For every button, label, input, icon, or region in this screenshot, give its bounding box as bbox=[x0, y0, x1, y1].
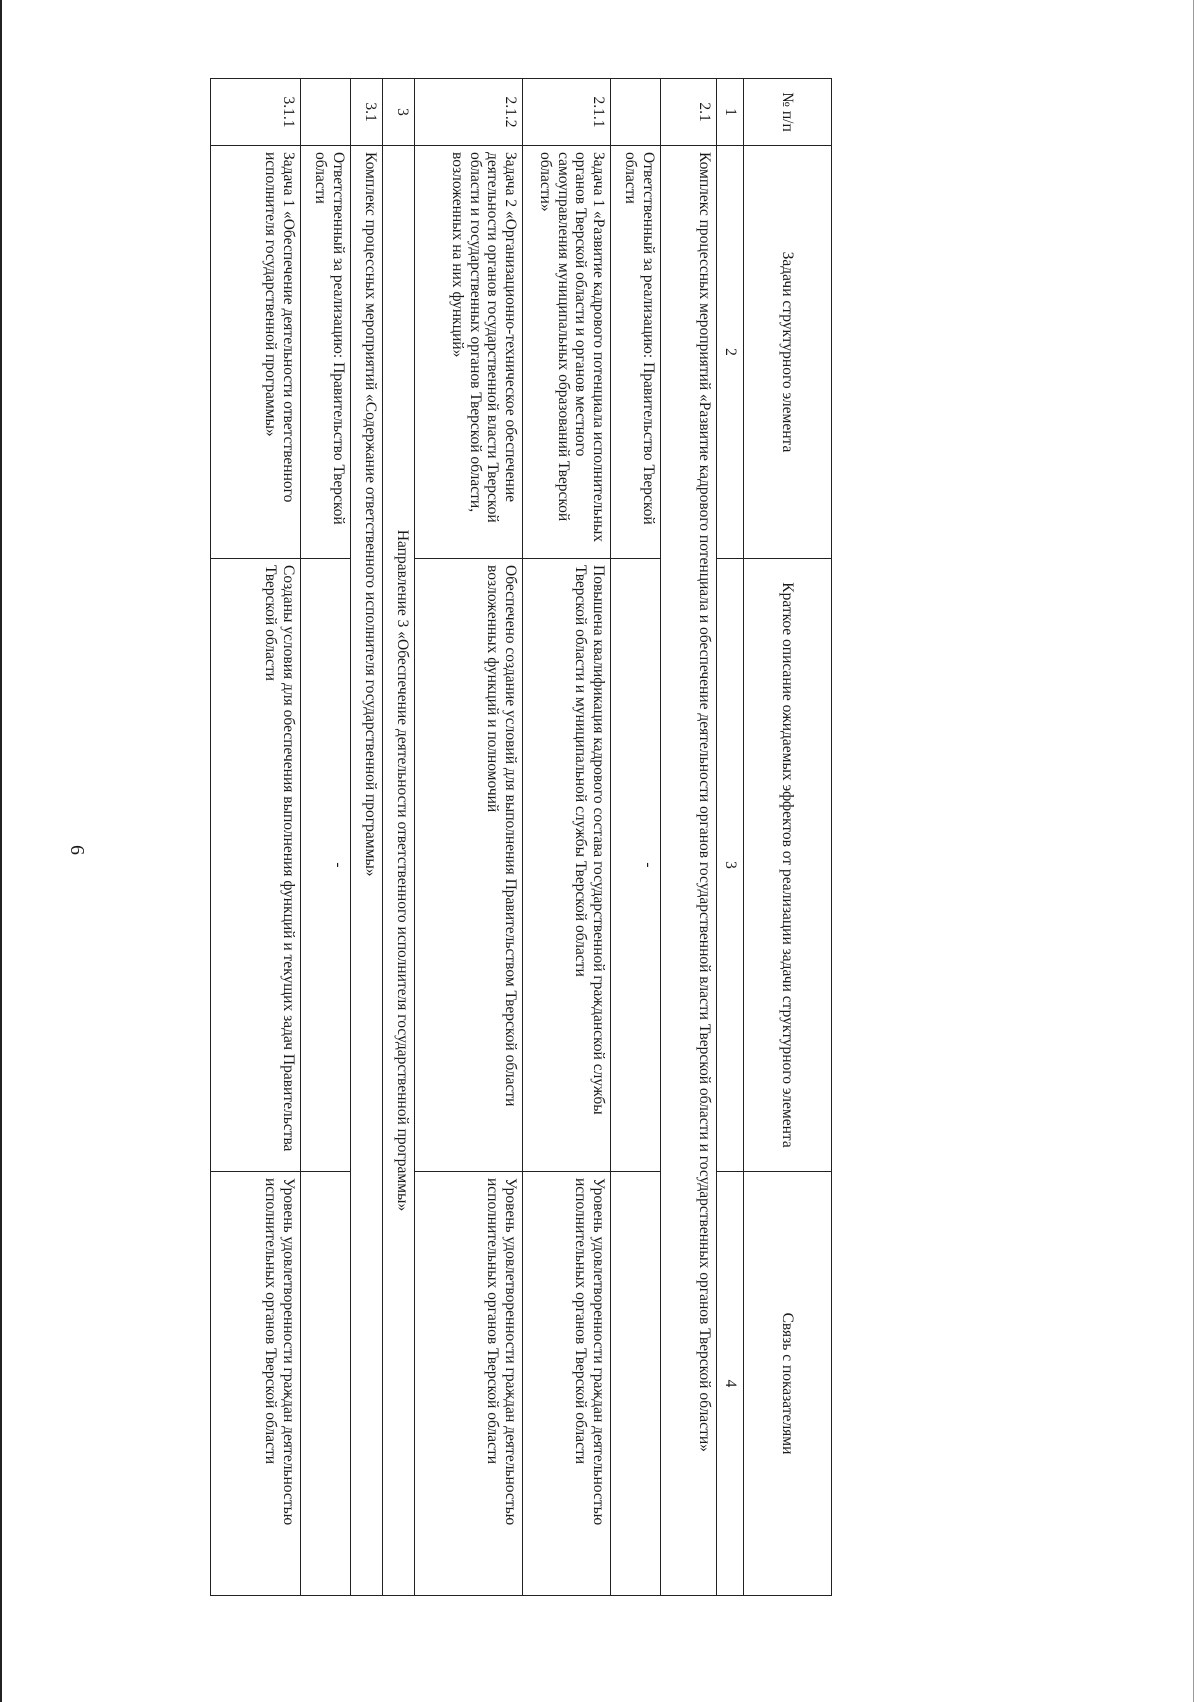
column-number: 1 bbox=[717, 79, 744, 146]
structure-elements-table bbox=[210, 78, 832, 1596]
row-number-empty bbox=[611, 79, 661, 146]
indicator-link: Уровень удовлетворенности граждан деятельностью исполнительных органов Тверской области bbox=[415, 1172, 523, 1596]
effect-text: Повышена квалификация кадрового состава государственной гражданской службы Тверской области и муниципальной службы Тверской области bbox=[523, 559, 611, 1172]
header-num: № п/п bbox=[744, 79, 832, 146]
column-number: 3 bbox=[717, 559, 744, 1172]
effect-text: Обеспечено создание условий для выполнения Правительством Тверской области возложенных функций и полномочий bbox=[415, 559, 523, 1172]
header-tasks: Задачи структурного элемента bbox=[744, 146, 832, 559]
scan-edge-left bbox=[0, 0, 2, 1702]
effect-dash: - bbox=[611, 559, 661, 1172]
complex-title: Комплекс процессных мероприятий «Развитие кадрового потенциала и обеспечение деятельности органов государственной власти Тверской области и государственных органов Тверской области» bbox=[661, 146, 717, 1596]
effect-text: Созданы условия для обеспечения выполнения функций и текущих задач Правительства Тверской области bbox=[211, 559, 301, 1172]
table-row bbox=[301, 79, 351, 1596]
row-number-empty bbox=[301, 79, 351, 146]
row-number: 2.1.1 bbox=[523, 79, 611, 146]
table-row bbox=[611, 79, 661, 1596]
task-text: Задача 1 «Развитие кадрового потенциала исполнительных органов Тверской области и органов местного самоуправления муниципальных образований Тверской области» bbox=[523, 146, 611, 559]
row-number: 3 bbox=[383, 79, 415, 146]
row-number: 2.1 bbox=[661, 79, 717, 146]
indicator-link: Уровень удовлетворенности граждан деятельностью исполнительных органов Тверской области bbox=[523, 1172, 611, 1596]
table-header-row bbox=[744, 79, 832, 1596]
header-effects: Краткое описание ожидаемых эффектов от реализации задачи структурного элемента bbox=[744, 559, 832, 1172]
table-row bbox=[523, 79, 611, 1596]
task-text: Задача 1 «Обеспечение деятельности ответственного исполнителя государственной программы» bbox=[211, 146, 301, 559]
task-text: Задача 2 «Организационно-техническое обеспечение деятельности органов государственной власти Тверской области и государственных органов Тверской области, возложенных на них функций» bbox=[415, 146, 523, 559]
link-empty bbox=[301, 1172, 351, 1596]
table-row bbox=[415, 79, 523, 1596]
responsible-text: Ответственный за реализацию: Правительство Тверской области bbox=[301, 146, 351, 559]
effect-dash: - bbox=[301, 559, 351, 1172]
column-number: 2 bbox=[717, 146, 744, 559]
row-number: 3.1.1 bbox=[211, 79, 301, 146]
table-row bbox=[383, 79, 415, 1596]
row-number: 3.1 bbox=[351, 79, 383, 146]
complex-title: Комплекс процессных мероприятий «Содержание ответственного исполнителя государственной программы» bbox=[351, 146, 383, 1596]
table-row bbox=[351, 79, 383, 1596]
row-number: 2.1.2 bbox=[415, 79, 523, 146]
table-row bbox=[661, 79, 717, 1596]
direction-title: Направление 3 «Обеспечение деятельности ответственного исполнителя государственной программы» bbox=[383, 146, 415, 1596]
column-number: 4 bbox=[717, 1172, 744, 1596]
column-number-row bbox=[717, 79, 744, 1596]
indicator-link: Уровень удовлетворенности граждан деятельностью исполнительных органов Тверской области bbox=[211, 1172, 301, 1596]
header-indicators: Связь с показателями bbox=[744, 1172, 832, 1596]
rotated-table-wrapper bbox=[163, 78, 832, 1543]
responsible-text: Ответственный за реализацию: Правительство Тверской области bbox=[611, 146, 661, 559]
table-row bbox=[211, 79, 301, 1596]
page-number: 6 bbox=[66, 845, 88, 855]
scan-edge-right bbox=[1193, 0, 1194, 1702]
link-empty bbox=[611, 1172, 661, 1596]
